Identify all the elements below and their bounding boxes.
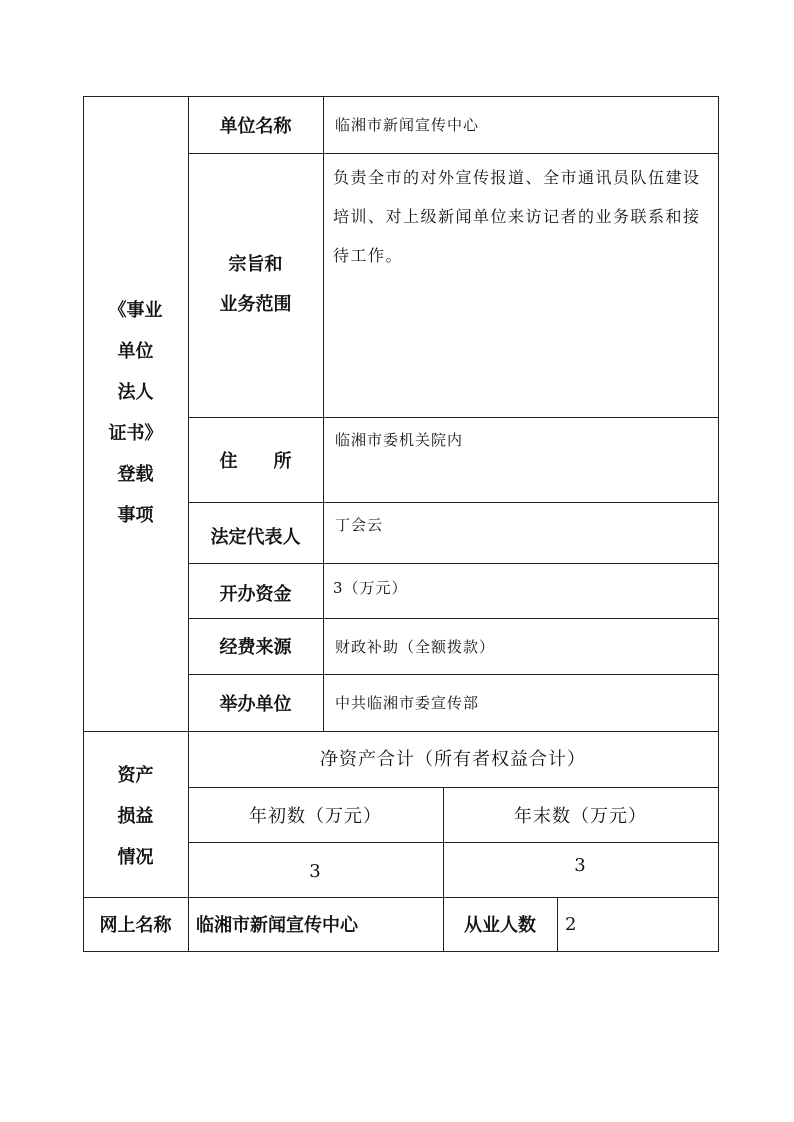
assets-section-label xyxy=(83,731,188,897)
sponsor-label: 举办单位 xyxy=(219,693,292,715)
purpose-value: 负责全市的对外宣传报道、全市通讯员队伍建设培训、对上级新闻单位来访记者的业务联系和接待工作。 xyxy=(333,168,701,265)
capital-value: 3（万元） xyxy=(333,579,408,597)
sponsor-value: 中共临湘市委宣传部 xyxy=(335,694,480,712)
legal-rep-label: 法定代表人 xyxy=(210,526,301,548)
assets-line-3: 情况 xyxy=(117,847,154,868)
funding-value: 财政补助（全额拨款） xyxy=(335,637,496,656)
purpose-label xyxy=(188,153,323,417)
unit-name-value: 临湘市新闻宣传中心 xyxy=(335,116,480,134)
staff-count-label: 从业人数 xyxy=(464,915,536,936)
address-label: 住 所 xyxy=(219,450,292,472)
assets-line-2: 损益 xyxy=(117,806,154,827)
section-line-6: 事项 xyxy=(117,505,154,526)
capital-label: 开办资金 xyxy=(219,583,292,605)
section-line-3: 法人 xyxy=(117,382,154,403)
registration-section-label xyxy=(83,96,188,731)
section-line-1: 《事业 xyxy=(108,300,163,321)
end-year-header: 年末数（万元） xyxy=(514,805,647,827)
assets-line-1: 资产 xyxy=(117,765,154,786)
funding-label: 经费来源 xyxy=(219,637,292,658)
legal-rep-value: 丁会云 xyxy=(335,516,384,534)
purpose-label-line-1: 宗旨和 xyxy=(228,254,283,275)
net-assets-header: 净资产合计（所有者权益合计） xyxy=(320,748,586,770)
address-value: 临湘市委机关院内 xyxy=(335,431,464,449)
section-line-2: 单位 xyxy=(117,341,154,362)
online-name-label: 网上名称 xyxy=(99,915,172,936)
staff-count-value: 2 xyxy=(565,913,577,935)
unit-name-label: 单位名称 xyxy=(219,115,292,137)
purpose-label-line-2: 业务范围 xyxy=(219,294,292,315)
section-line-5: 登载 xyxy=(117,464,154,485)
section-line-4: 证书》 xyxy=(108,423,163,444)
online-name-value: 临湘市新闻宣传中心 xyxy=(196,915,358,936)
begin-year-header: 年初数（万元） xyxy=(249,805,382,827)
begin-year-value: 3 xyxy=(309,861,322,882)
end-year-value: 3 xyxy=(574,855,587,876)
